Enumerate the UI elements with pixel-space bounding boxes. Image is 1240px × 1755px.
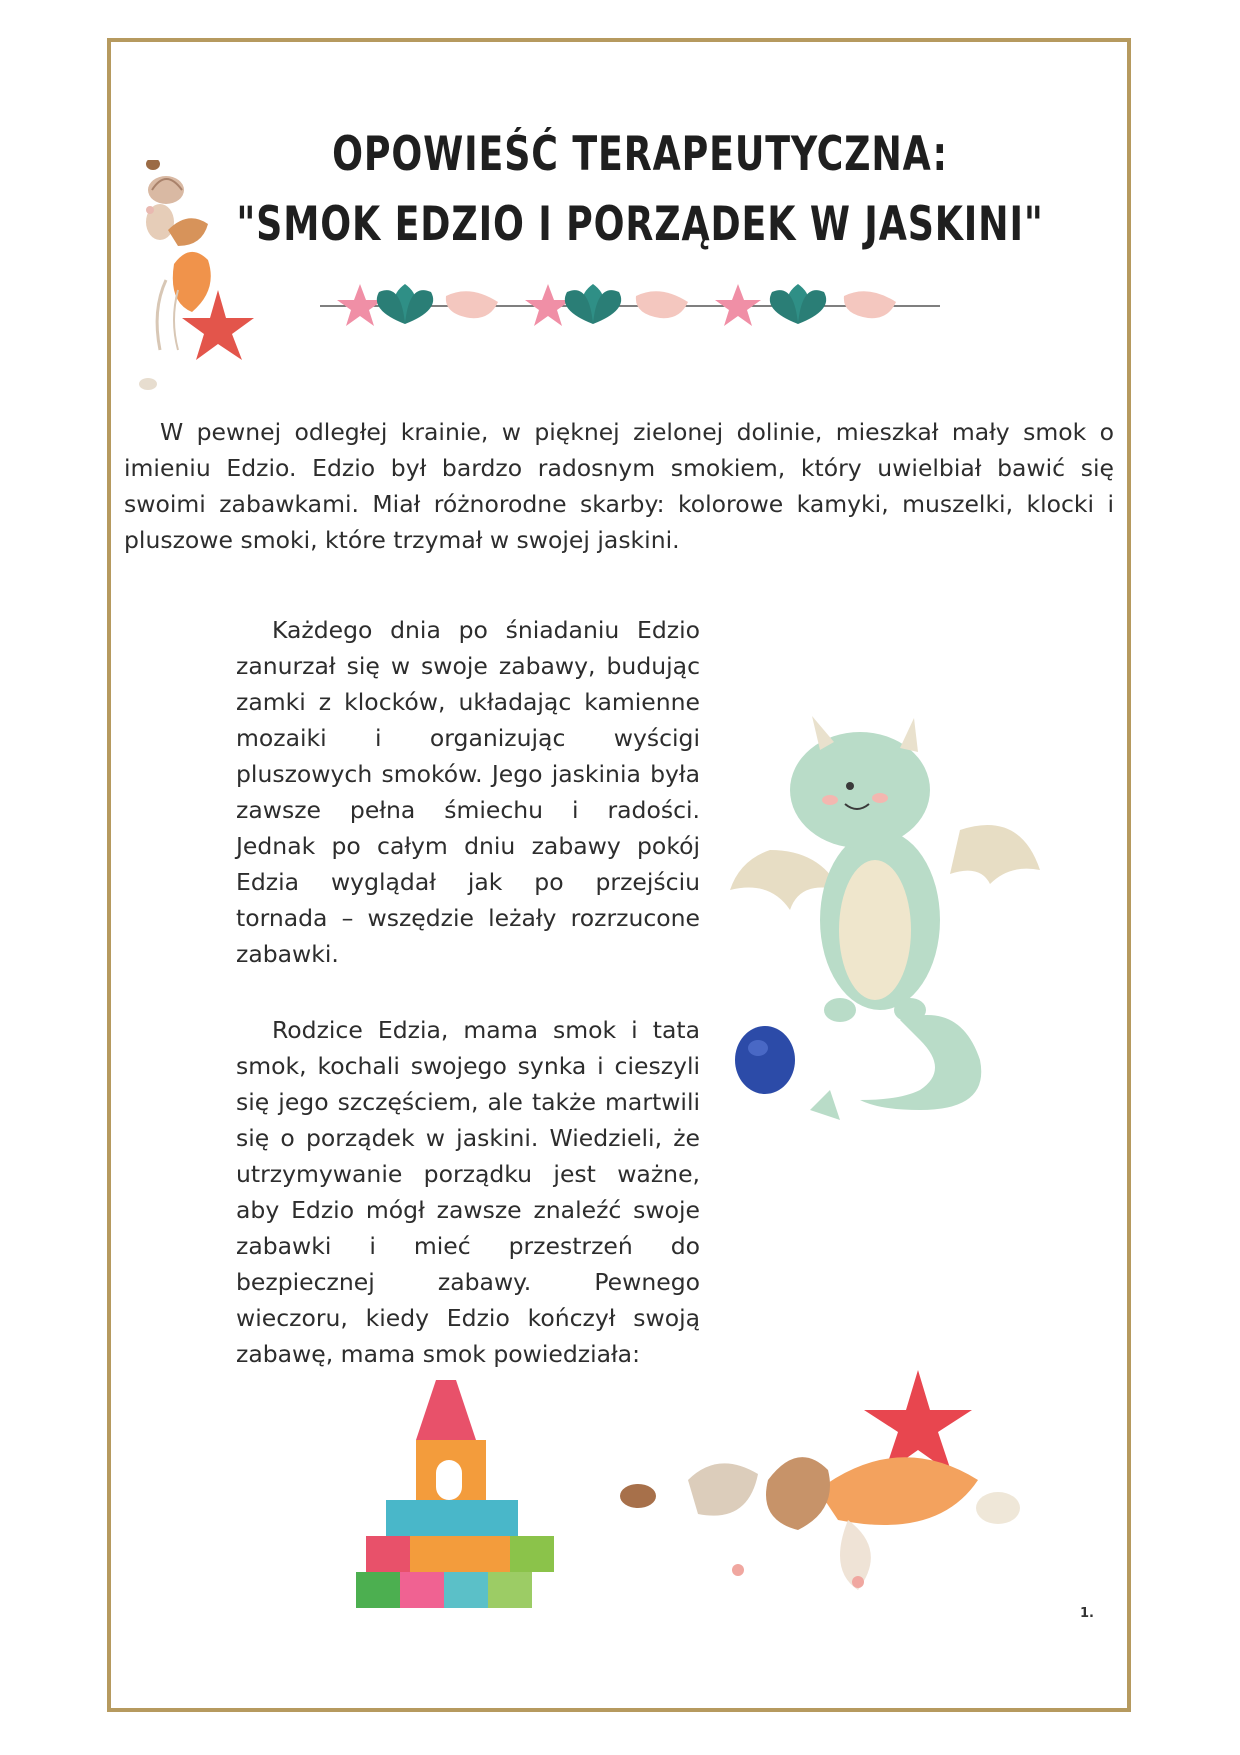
seashell-cluster-illustration (138, 160, 278, 400)
shell-icon (770, 284, 826, 324)
conch-shell-icon (446, 291, 498, 318)
conch-shell-icon (636, 291, 688, 318)
title-line-2: "SMOK EDZIO I PORZĄDEK W JASKINI" (236, 197, 1044, 252)
shell-icon (565, 284, 621, 324)
page-title (227, 120, 1053, 260)
title-line-1: OPOWIEŚĆ TERAPEUTYCZNA: (332, 127, 948, 182)
paragraph-daily-play: Każdego dnia po śniadaniu Edzio zanurzał się w swoje zabawy, budując zamki z klocków, układając kamienne mozaiki i organizując wyścigi pluszowych smoków. Jego jaskinia była zawsze pełna śmiechu i radości. Jednak po całym dniu zabawy pokój Edzia wyglądał jak po przejściu tornada – wszędzie leżały rozrzucone zabawki. (236, 616, 700, 968)
starfish-icon (715, 284, 761, 326)
starfish-icon (525, 284, 571, 326)
paragraph-intro: W pewnej odległej krainie, w pięknej zielonej dolinie, mieszkał mały smok o imieniu Edzio. Edzio był bardzo radosnym smokiem, który uwielbiał bawić się swoimi zabawkami. Miał różnorodne skarby: kolorowe kamyki, muszelki, klocki i pluszowe smoki, które trzymał w swojej jaskini. (124, 418, 1114, 554)
shell-icon (377, 284, 433, 324)
starfish-icon (337, 284, 383, 326)
seashell-divider (320, 278, 940, 338)
dragon-illustration (730, 690, 1050, 1140)
building-blocks-illustration (356, 1380, 556, 1620)
page-number: 1. (1080, 1606, 1094, 1621)
conch-shell-icon (844, 291, 896, 318)
seashells-illustration (618, 1370, 1038, 1600)
paragraph-parents: Rodzice Edzia, mama smok i tata smok, kochali swojego synka i cieszyli się jego szczęściem, ale także martwili się o porządek w jaskini. Wiedzieli, że utrzymywanie porządku jest ważne, aby Edzio mógł zawsze znaleźć swoje zabawki i mieć przestrzeń do bezpiecznej zabawy. Pewnego wieczoru, kiedy Edzio kończył swoją zabawę, mama smok powiedziała: (236, 1016, 700, 1368)
